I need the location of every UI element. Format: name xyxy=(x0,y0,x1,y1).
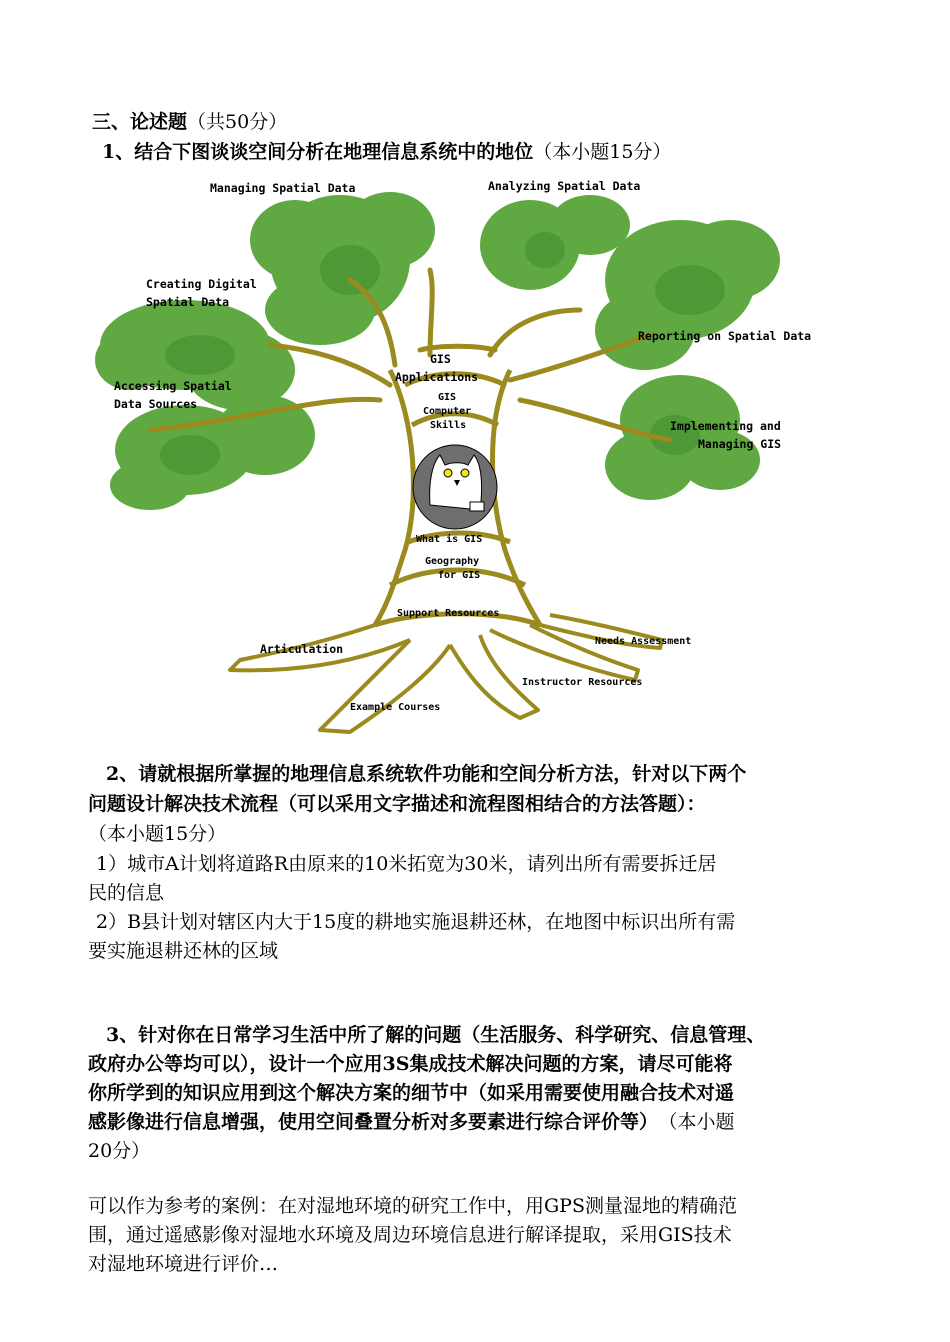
label-managing-spatial-data: Managing Spatial Data xyxy=(210,181,356,195)
question-3-line-4 xyxy=(88,1108,735,1137)
question-3-line-1: 3、针对你在日常学习生活中所了解的问题（生活服务、科学研究、信息管理、 xyxy=(106,1024,766,1046)
question-3-score-a: （本小题 xyxy=(668,1111,735,1133)
question-3-score-b: 20分） xyxy=(88,1140,151,1162)
label-gis-applications-1: GIS xyxy=(430,352,451,366)
question-1-score: （本小题15分） xyxy=(533,141,672,163)
question-2-item-2b: 要实施退耕还林的区域 xyxy=(88,940,279,962)
label-gis-computer-skills-1: GIS xyxy=(438,392,457,403)
question-1 xyxy=(102,138,671,167)
label-geography: Geography xyxy=(425,556,480,567)
reference-line-1: 可以作为参考的案例：在对湿地环境的研究工作中，用GPS测量湿地的精确范 xyxy=(88,1195,737,1217)
label-accessing-spatial: Accessing Spatial xyxy=(114,379,232,393)
gis-tree-figure xyxy=(90,170,870,740)
label-needs-assessment: Needs Assessment xyxy=(595,636,692,647)
section-title-text: 三、论述题 xyxy=(92,111,188,133)
question-3-line-3: 你所学到的知识应用到这个解决方案的细节中（如采用需要使用融合技术对遥 xyxy=(88,1082,735,1104)
reference-line-3: 对湿地环境进行评价… xyxy=(88,1253,279,1275)
label-reporting-spatial-data: Reporting on Spatial Data xyxy=(638,329,812,343)
tree-roots xyxy=(230,615,662,732)
section-score: （共50分） xyxy=(187,111,288,133)
label-data-sources: Data Sources xyxy=(114,397,198,411)
label-gis-computer-skills-2: Computer xyxy=(423,406,472,417)
label-what-is-gis: What is GIS xyxy=(416,534,483,545)
label-gis-applications-2: Applications xyxy=(395,370,479,384)
label-instructor-resources: Instructor Resources xyxy=(522,677,643,688)
label-creating-digital: Creating Digital xyxy=(146,277,257,291)
label-managing-gis: Managing GIS xyxy=(698,437,782,451)
question-2-line-1: 2、请就根据所掌握的地理信息系统软件功能和空间分析方法，针对以下两个 xyxy=(106,763,747,785)
label-analyzing-spatial-data: Analyzing Spatial Data xyxy=(488,179,641,193)
question-1-text: 1、结合下图谈谈空间分析在地理信息系统中的地位 xyxy=(102,141,534,163)
label-creating-spatial-data: Spatial Data xyxy=(146,295,230,309)
section-title xyxy=(92,108,287,137)
question-2-item-1a: 1）城市A计划将道路R由原来的10米拓宽为30米，请列出所有需要拆迁居 xyxy=(96,853,717,875)
question-3-line-2: 政府办公等均可以），设计一个应用3S集成技术解决问题的方案，请尽可能将 xyxy=(88,1053,733,1075)
label-for-gis: for GIS xyxy=(438,570,481,581)
label-implementing: Implementing and xyxy=(670,419,781,433)
question-2-item-1b: 民的信息 xyxy=(88,882,165,904)
question-2-line-2: 问题设计解决技术流程（可以采用文字描述和流程图相结合的方法答题）： xyxy=(88,793,706,815)
question-2-score: （本小题15分） xyxy=(88,823,227,845)
gis-tree-svg xyxy=(90,170,870,740)
reference-line-2: 围，通过遥感影像对湿地水环境及周边环境信息进行解译提取，采用GIS技术 xyxy=(88,1224,732,1246)
question-2-item-2a: 2）B县计划对辖区内大于15度的耕地实施退耕还林，在地图中标识出所有需 xyxy=(96,911,736,933)
label-articulation: Articulation xyxy=(260,642,344,656)
label-example-courses: Example Courses xyxy=(350,702,441,713)
what-is-gis-owl-icon xyxy=(413,445,497,529)
label-support-resources: Support Resources xyxy=(397,608,500,619)
label-gis-computer-skills-3: Skills xyxy=(430,420,467,431)
question-3-line-4-text: 感影像进行信息增强，使用空间叠置分析对多要素进行综合评价等） xyxy=(88,1111,659,1133)
